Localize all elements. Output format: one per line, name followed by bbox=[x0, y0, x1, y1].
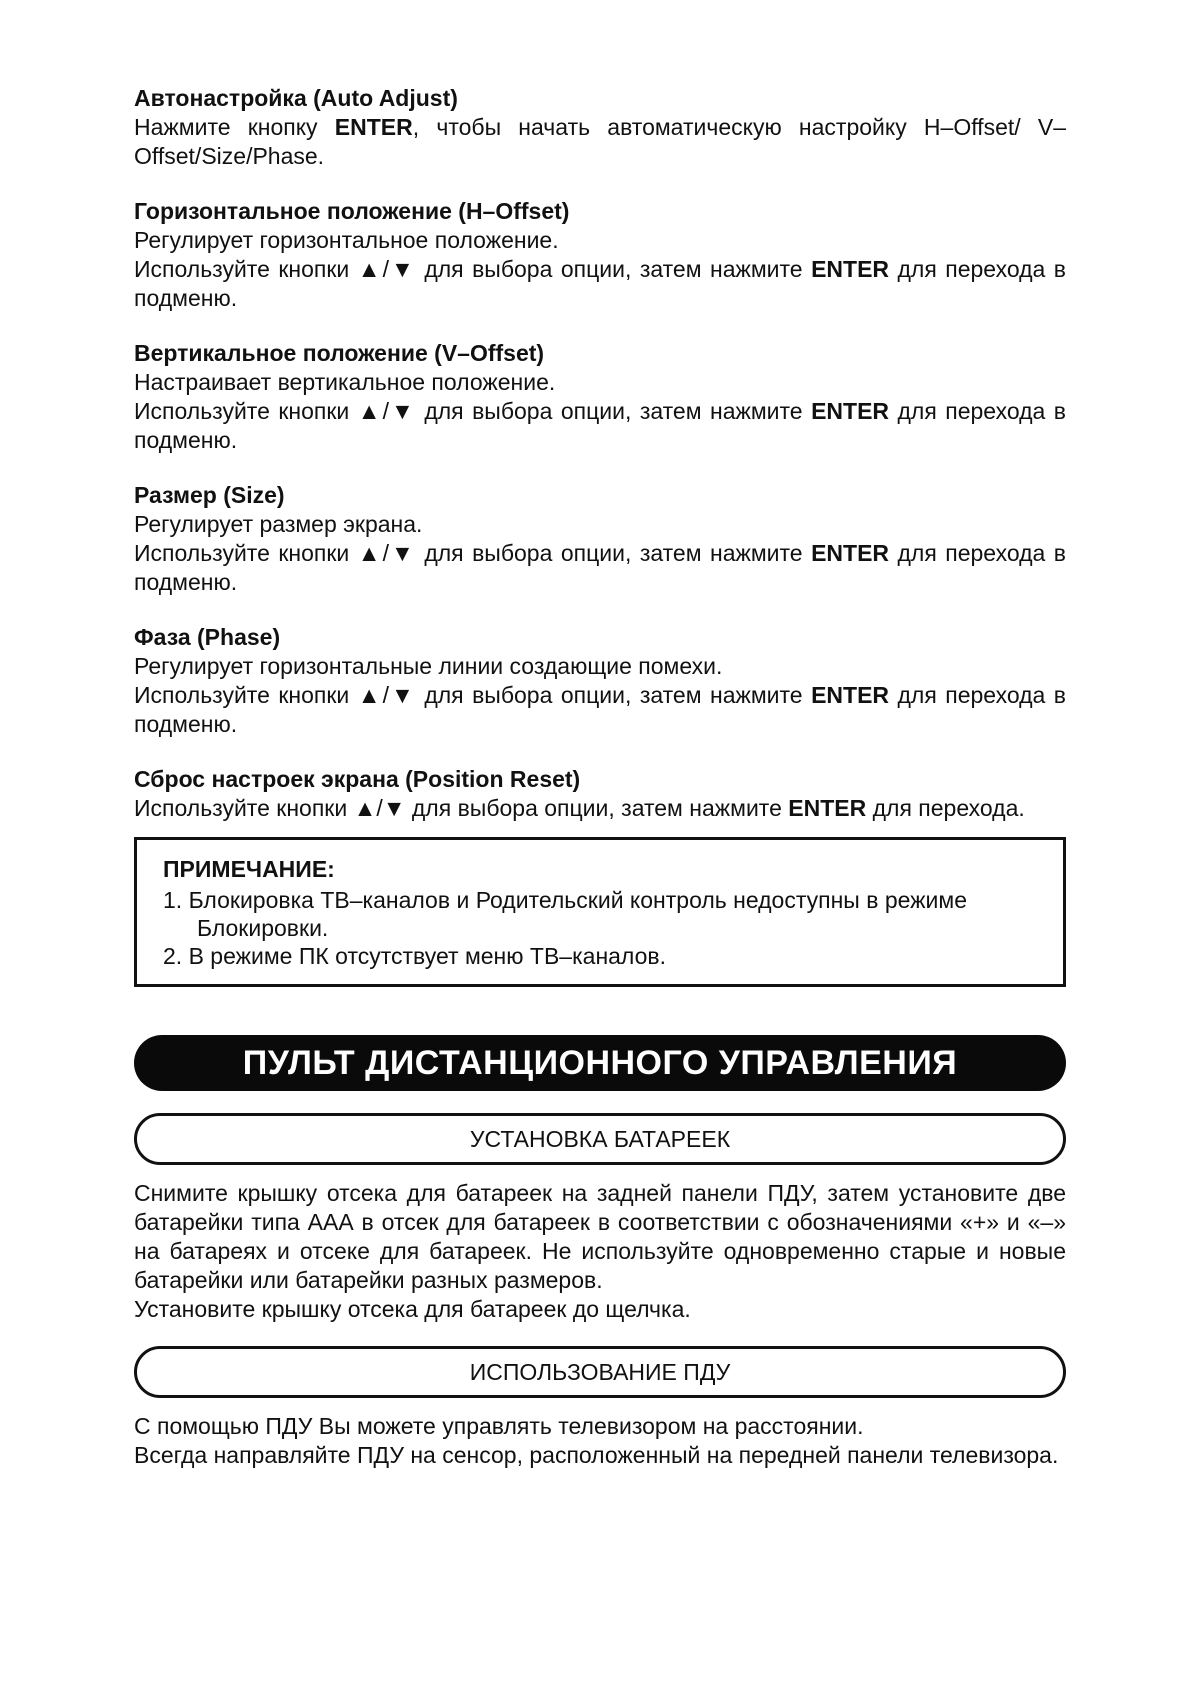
section-heading: Фаза (Phase) bbox=[134, 624, 281, 650]
enter-key-label: ENTER bbox=[788, 795, 867, 821]
note-item: 1. Блокировка ТВ–каналов и Родительский контроль недоступны в режиме Блокировки. bbox=[163, 887, 967, 941]
enter-key-label: ENTER bbox=[811, 398, 890, 424]
enter-key-label: ENTER bbox=[811, 256, 890, 282]
section-usage bbox=[134, 397, 1066, 455]
text-part: для перехода в подменю. bbox=[134, 256, 1067, 311]
section-h-offset bbox=[134, 197, 1066, 313]
battery-install-text-2: Установите крышку отсека для батареек до щелчка. bbox=[134, 1296, 691, 1322]
battery-install-text: Снимите крышку отсека для батареек на задней панели ПДУ, затем установите две батарейки типа ААА в отсек для батареек в соответствии с обозначениями «+» и «–» на батареях и отсеке для батареек. Не используйте одновременно старые и новые батарейки или батарейки разных размеров. bbox=[134, 1180, 1066, 1293]
section-heading: Сброс настроек экрана (Position Reset) bbox=[134, 766, 581, 792]
remote-use-text: С помощью ПДУ Вы можете управлять телевизором на расстоянии. bbox=[134, 1413, 864, 1439]
section-description: Регулирует размер экрана. bbox=[134, 511, 423, 537]
text-part: Нажмите кнопку bbox=[134, 114, 335, 140]
section-phase bbox=[134, 623, 1066, 739]
enter-key-label: ENTER bbox=[811, 682, 890, 708]
section-heading: Автонастройка (Auto Adjust) bbox=[134, 85, 458, 111]
section-text bbox=[134, 113, 1066, 171]
enter-key-label: ENTER bbox=[334, 114, 413, 140]
section-v-offset bbox=[134, 339, 1066, 455]
section-heading: Размер (Size) bbox=[134, 482, 285, 508]
text-part: Используйте кнопки ▲/▼ для выбора опции, затем нажмите bbox=[134, 398, 812, 424]
section-description: Настраивает вертикальное положение. bbox=[134, 369, 556, 395]
text-part: , чтобы начать автоматическую настройку H–Offset/ V–Offset/Size/Phase. bbox=[134, 114, 1066, 169]
text-part: для перехода в подменю. bbox=[134, 540, 1067, 595]
enter-key-label: ENTER bbox=[811, 540, 890, 566]
section-description: Регулирует горизонтальные линии создающие помехи. bbox=[134, 653, 723, 679]
note-box bbox=[134, 837, 1066, 987]
remote-use-title: ИСПОЛЬЗОВАНИЕ ПДУ bbox=[134, 1346, 1066, 1398]
section-usage bbox=[134, 255, 1066, 313]
text-part: для перехода в подменю. bbox=[134, 398, 1067, 453]
text-part: Используйте кнопки ▲/▼ для выбора опции, затем нажмите bbox=[134, 256, 812, 282]
text-part: Используйте кнопки ▲/▼ для выбора опции, затем нажмите bbox=[134, 795, 789, 821]
section-usage bbox=[134, 539, 1066, 597]
text-part: для перехода в подменю. bbox=[134, 682, 1067, 737]
section-position-reset bbox=[134, 765, 1066, 823]
section-description: Регулирует горизонтальное положение. bbox=[134, 227, 559, 253]
note-title: ПРИМЕЧАНИЕ: bbox=[163, 856, 335, 882]
manual-page bbox=[134, 84, 1066, 1470]
section-heading: Горизонтальное положение (H–Offset) bbox=[134, 198, 570, 224]
text-part: Используйте кнопки ▲/▼ для выбора опции, затем нажмите bbox=[134, 682, 812, 708]
section-size bbox=[134, 481, 1066, 597]
text-part: для перехода. bbox=[866, 795, 1025, 821]
section-auto-adjust bbox=[134, 84, 1066, 171]
remote-use-text-2: Всегда направляйте ПДУ на сенсор, расположенный на передней панели телевизора. bbox=[134, 1442, 1059, 1468]
battery-install-title: УСТАНОВКА БАТАРЕЕК bbox=[134, 1113, 1066, 1165]
section-banner: ПУЛЬТ ДИСТАНЦИОННОГО УПРАВЛЕНИЯ bbox=[134, 1035, 1066, 1091]
section-heading: Вертикальное положение (V–Offset) bbox=[134, 340, 545, 366]
note-item: 2. В режиме ПК отсутствует меню ТВ–каналов. bbox=[163, 943, 667, 969]
section-usage bbox=[134, 794, 1066, 823]
text-part: Используйте кнопки ▲/▼ для выбора опции, затем нажмите bbox=[134, 540, 812, 566]
section-usage bbox=[134, 681, 1066, 739]
